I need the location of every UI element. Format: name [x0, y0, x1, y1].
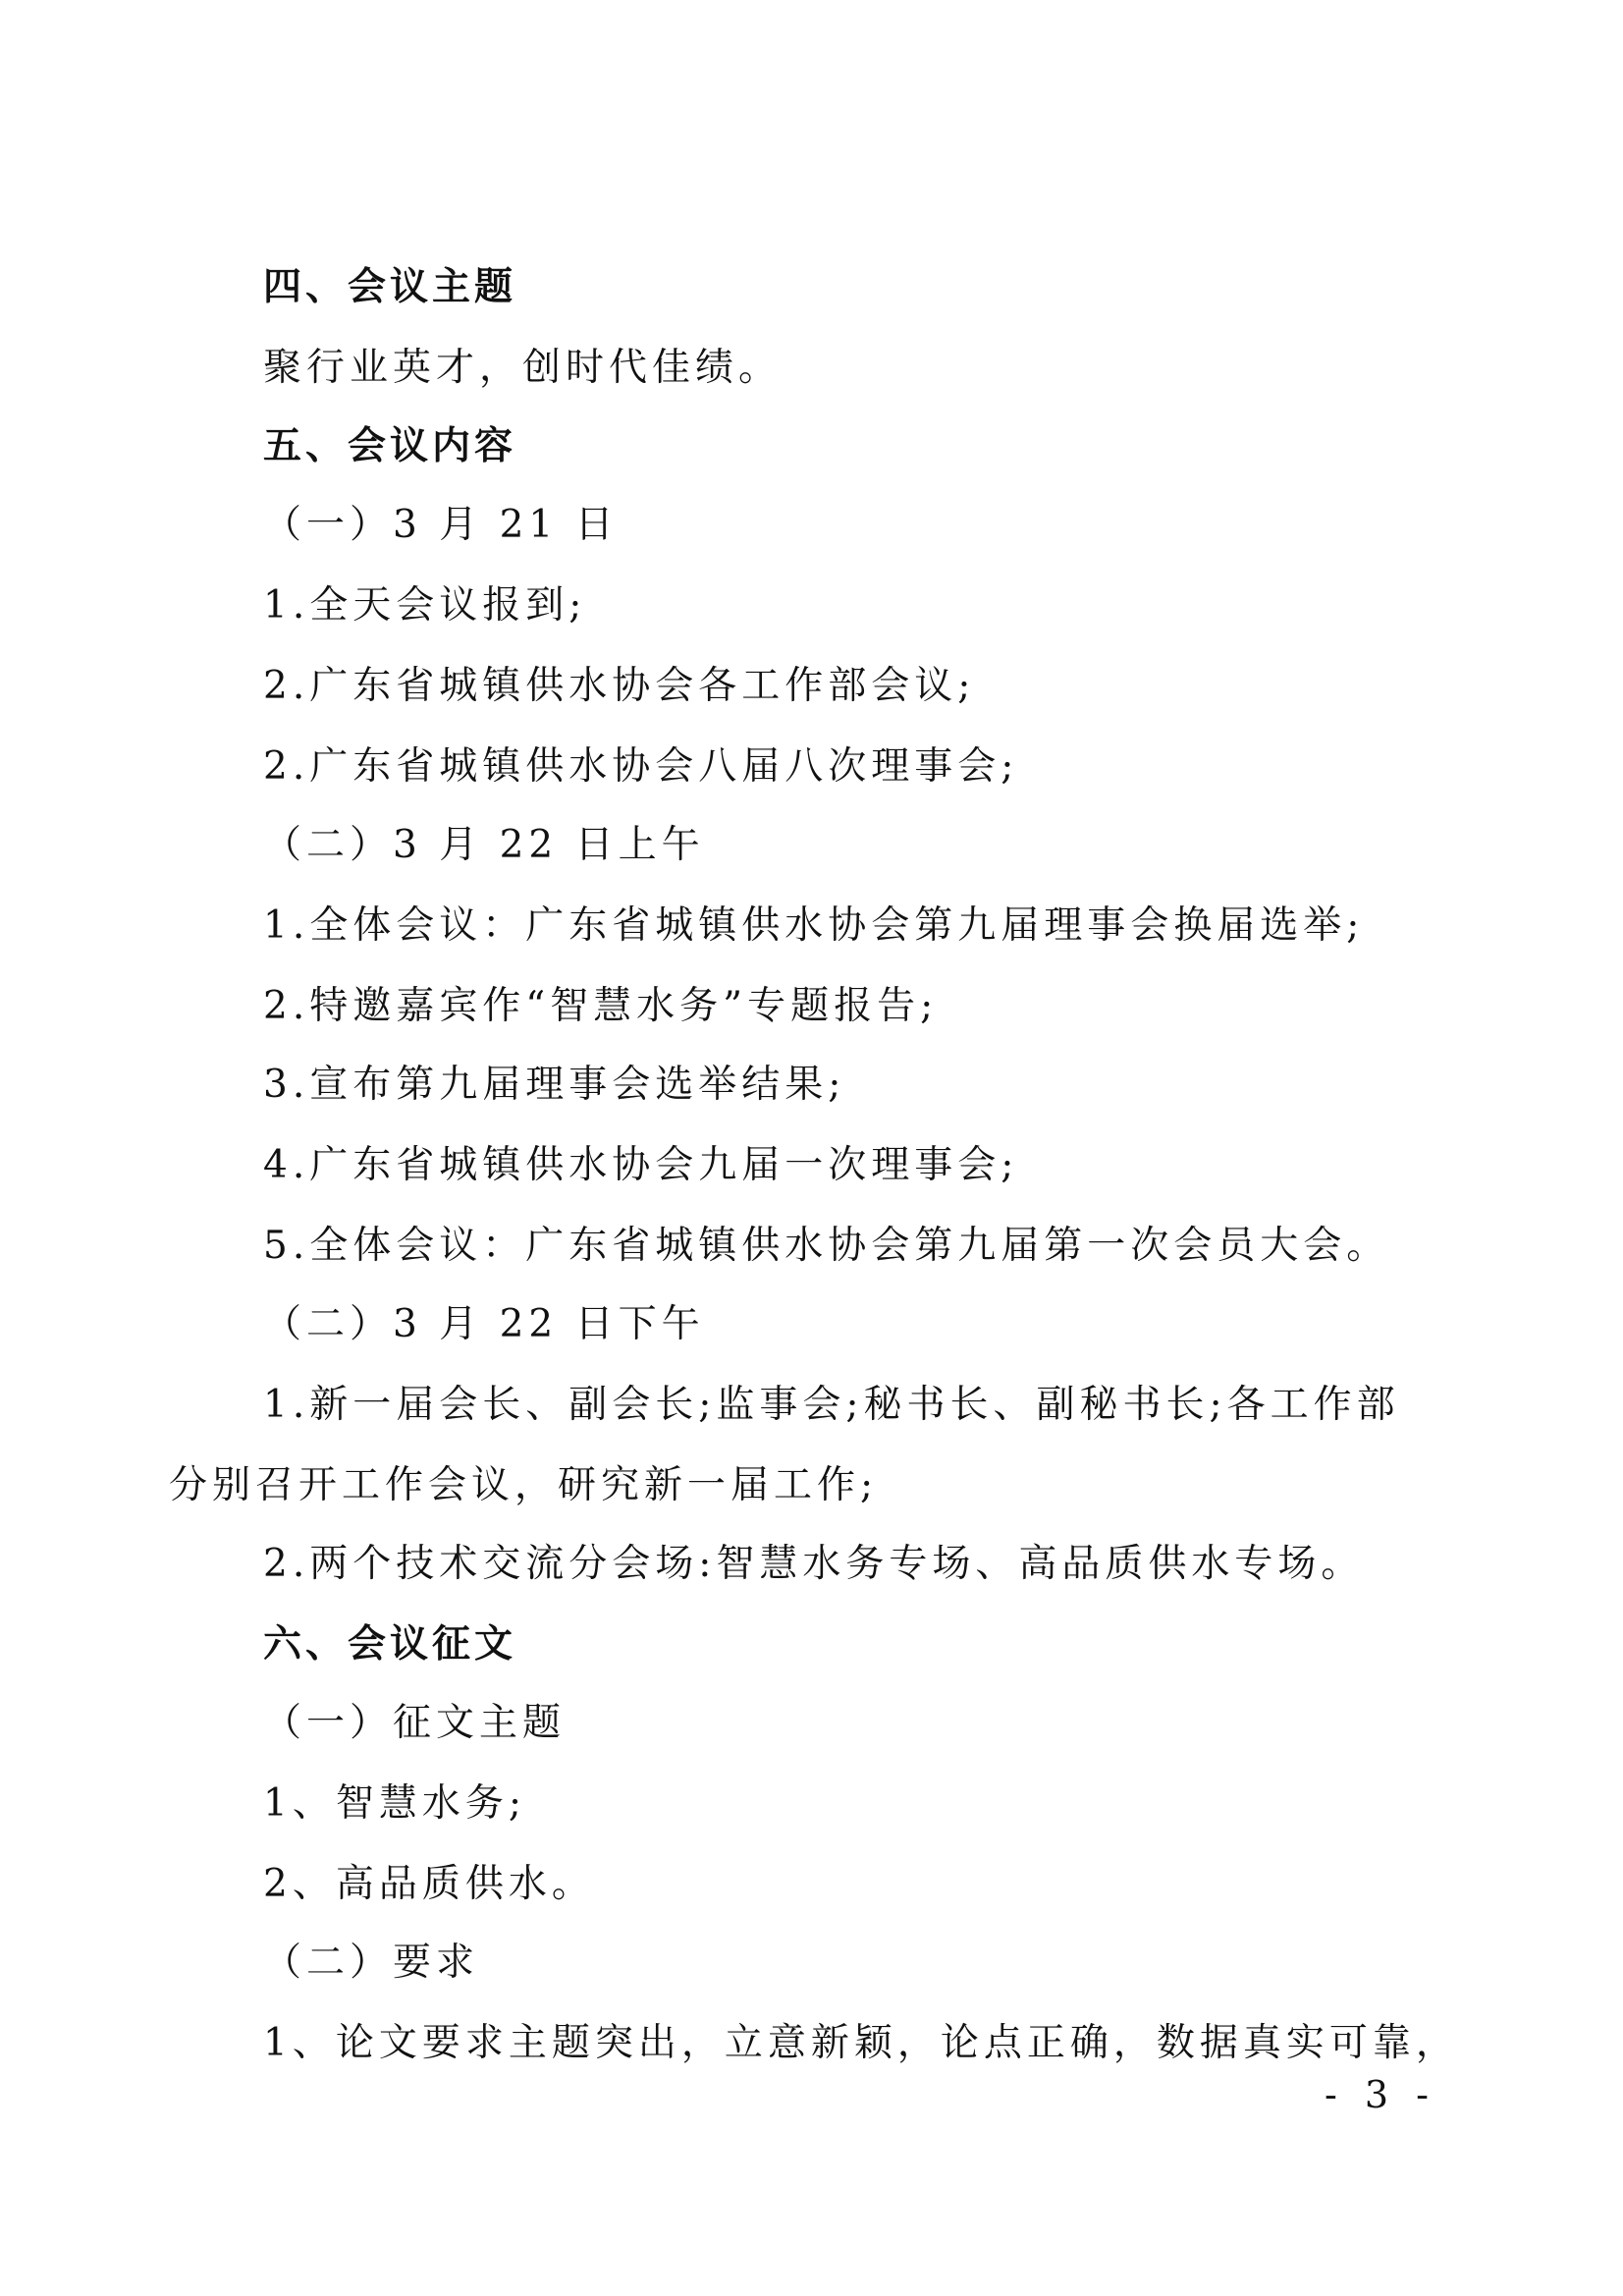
list-item: 2.广东省城镇供水协会八届八次理事会; [263, 744, 1019, 789]
list-item-continuation: 分别召开工作会议，研究新一届工作; [169, 1463, 879, 1507]
list-item: 2.广东省城镇供水协会各工作部会议; [263, 664, 976, 708]
list-item: 1.新一届会长、副会长;监事会;秘书长、副秘书长;各工作部 [263, 1383, 1400, 1427]
section-heading-meeting-theme: 四、会议主题 [263, 265, 517, 309]
list-item: 1、智慧水务; [263, 1781, 526, 1826]
list-item: 1.全天会议报到; [263, 583, 587, 628]
list-item: 5.全体会议：广东省城镇供水协会第九届第一次会员大会。 [263, 1224, 1390, 1268]
subsection-requirements: （二）要求 [263, 1941, 480, 1985]
list-item: 3.宣布第九届理事会选举结果; [263, 1063, 846, 1107]
section-heading-call-for-papers: 六、会议征文 [263, 1622, 517, 1667]
subsection-paper-topics: （一）征文主题 [263, 1701, 567, 1745]
meeting-theme-text: 聚行业英才，创时代佳绩。 [263, 346, 783, 390]
list-item: 1、论文要求主题突出，立意新颖，论点正确，数据真实可靠， [263, 2021, 1459, 2065]
page-number: - 3 - [1324, 2073, 1436, 2116]
list-item: 2.特邀嘉宾作“智慧水务”专题报告; [263, 984, 939, 1028]
subsection-march-22-morning: （二）3 月 22 日上午 [263, 823, 705, 867]
list-item: 1.全体会议：广东省城镇供水协会第九届理事会换届选举; [263, 903, 1365, 948]
subsection-march-21: （一）3 月 21 日 [263, 503, 619, 547]
list-item: 2、高品质供水。 [263, 1862, 595, 1906]
section-heading-meeting-content: 五、会议内容 [263, 424, 517, 468]
subsection-march-22-afternoon: （二）3 月 22 日下午 [263, 1302, 705, 1346]
list-item: 2.两个技术交流分会场:智慧水务专场、高品质供水专场。 [263, 1542, 1365, 1586]
list-item: 4.广东省城镇供水协会九届一次理事会; [263, 1143, 1019, 1187]
